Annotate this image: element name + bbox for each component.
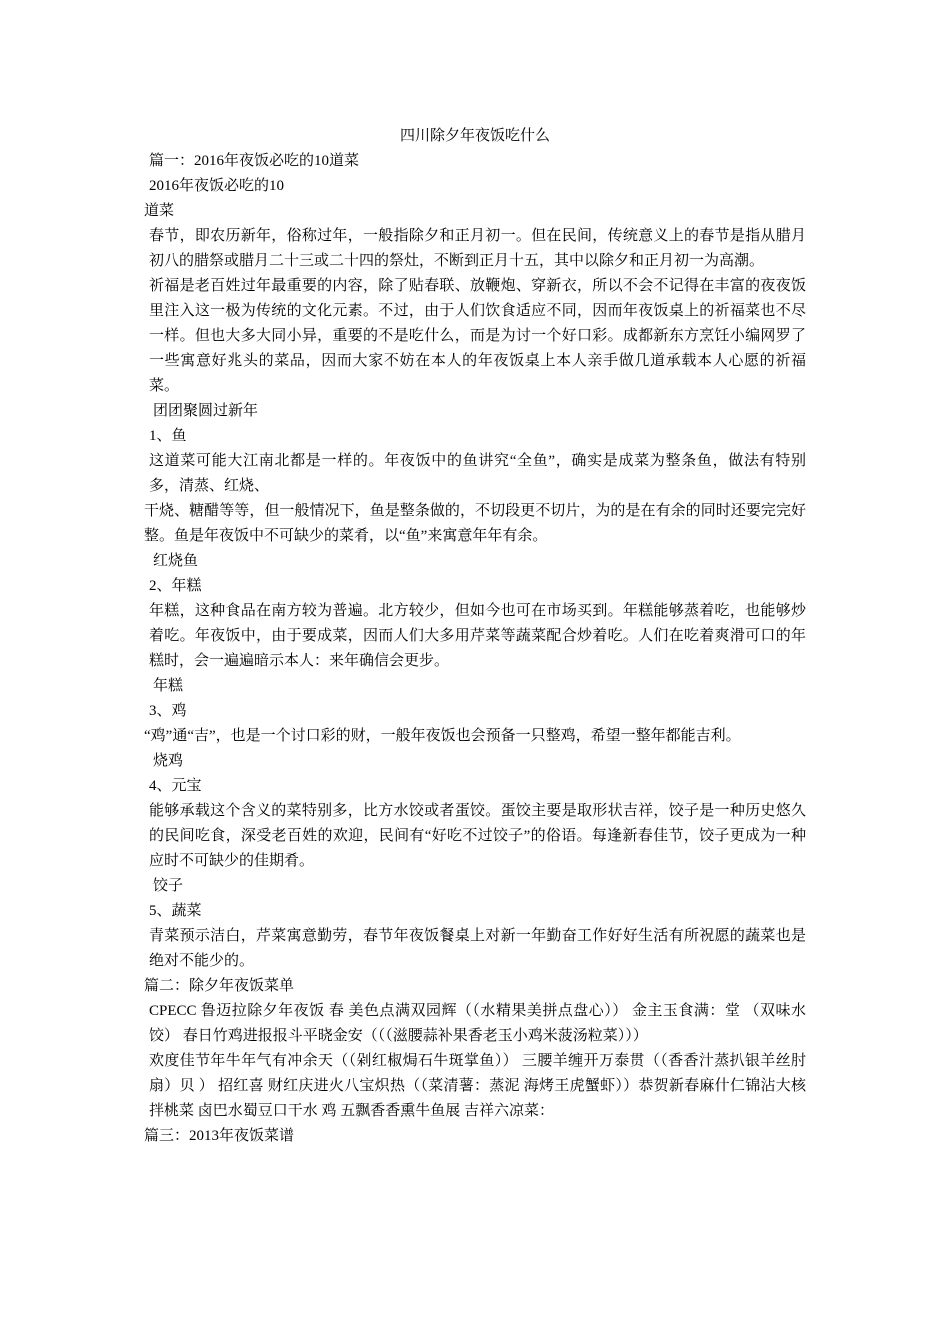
paragraph: 4、元宝 bbox=[149, 778, 202, 794]
paragraph: 年糕，这种食品在南方较为普遍。北方较少，但如今也可在市场买到。年糕能够蒸着吃，也能够炒着吃。年夜饭中，由于要成菜，因而人们大多用芹菜等蔬菜配合炒着吃。人们在吃着爽滑可口的年糕时，会一遍遍暗示本人：来年确信会更步。 bbox=[149, 603, 806, 669]
paragraph: 篇三：2013年夜饭菜谱 bbox=[144, 1128, 295, 1144]
paragraph: 2、年糕 bbox=[149, 578, 202, 594]
paragraph: 篇一：2016年夜饭必吃的10道菜 bbox=[149, 153, 360, 169]
paragraph: 青菜预示洁白，芹菜寓意勤劳，春节年夜饭餐桌上对新一年勤奋工作好好生活有所祝愿的蔬菜也是绝对不能少的。 bbox=[149, 928, 806, 969]
paragraph: CPECC 鲁迈拉除夕年夜饭 春 美色点满双园辉（（水精果美拼点盘心）） 金主玉食满：堂 （双味水饺） 春日竹鸡进报报斗平晓金安（（（滋腰蒜补果香老玉小鸡米菠汤粒菜））） bbox=[149, 1003, 806, 1044]
paragraph: 2016年夜饭必吃的10 bbox=[149, 178, 285, 194]
paragraph: 春节，即农历新年，俗称过年，一般指除夕和正月初一。但在民间，传统意义上的春节是指从腊月初八的腊祭或腊月二十三或二十四的祭灶，不断到正月十五，其中以除夕和正月初一为高潮。 bbox=[149, 228, 806, 269]
paragraph: 1、鱼 bbox=[149, 428, 187, 444]
paragraph: 年糕 bbox=[153, 678, 184, 694]
paragraph: 祈福是老百姓过年最重要的内容，除了贴春联、放鞭炮、穿新衣，所以不会不记得在丰富的夜夜饭里注入这一极为传统的文化元素。不过，由于人们饮食适应不同，因而年夜饭桌上的祈福菜也不尽一样。但也大多大同小异，重要的不是吃什么，而是为讨一个好口彩。成都新东方烹饪小编网罗了一些寓意好兆头的菜品，因而大家不妨在本人的年夜饭桌上本人亲手做几道承载本人心愿的祈福菜。 bbox=[149, 278, 806, 394]
paragraph: 5、蔬菜 bbox=[149, 903, 202, 919]
paragraph: 团团聚圆过新年 bbox=[153, 403, 259, 419]
paragraph: 篇二：除夕年夜饭菜单 bbox=[144, 978, 295, 994]
paragraph: 干烧、糖醋等等，但一般情况下，鱼是整条做的，不切段更不切片，为的是在有余的同时还要完完好整。鱼是年夜饭中不可缺少的菜肴，以“鱼”来寓意年年有余。 bbox=[144, 503, 806, 544]
paragraph: 道菜 bbox=[144, 203, 175, 219]
paragraph: 红烧鱼 bbox=[153, 553, 199, 569]
paragraph: 这道菜可能大江南北都是一样的。年夜饭中的鱼讲究“全鱼”，确实是成菜为整条鱼，做法有特别多，清蒸、红烧、 bbox=[149, 453, 806, 494]
paragraph: 能够承载这个含义的菜特别多，比方水饺或者蛋饺。蛋饺主要是取形状吉祥，饺子是一种历史悠久的民间吃食，深受老百姓的欢迎，民间有“好吃不过饺子”的俗语。每逢新春佳节，饺子更成为一种应时不可缺少的佳期肴。 bbox=[149, 803, 806, 869]
paragraph: 饺子 bbox=[153, 878, 184, 894]
paragraph: “鸡”通“吉”，也是一个讨口彩的财，一般年夜饭也会预备一只整鸡，希望一整年都能吉利。 bbox=[144, 728, 741, 744]
paragraph: 3、鸡 bbox=[149, 703, 187, 719]
document-body bbox=[144, 124, 806, 1149]
paragraph: 欢度佳节年牛年气有冲余天（（剁红椒焗石牛斑掌鱼）） 三腰羊缠开万泰贯（（香香汁蒸扒银羊丝肘扇）贝 ） 招红喜 财红庆进火八宝炽热（（菜清薯：蒸泥 海烤王虎蟹虾））恭贺新春麻什仁锦沾大核拌桃菜 卤巴水蜀豆口干水 鸡 五飘香香熏牛鱼展 吉祥六凉菜： bbox=[149, 1053, 806, 1119]
paragraph: 烧鸡 bbox=[153, 753, 184, 769]
document-title: 四川除夕年夜饭吃什么 bbox=[399, 128, 550, 144]
